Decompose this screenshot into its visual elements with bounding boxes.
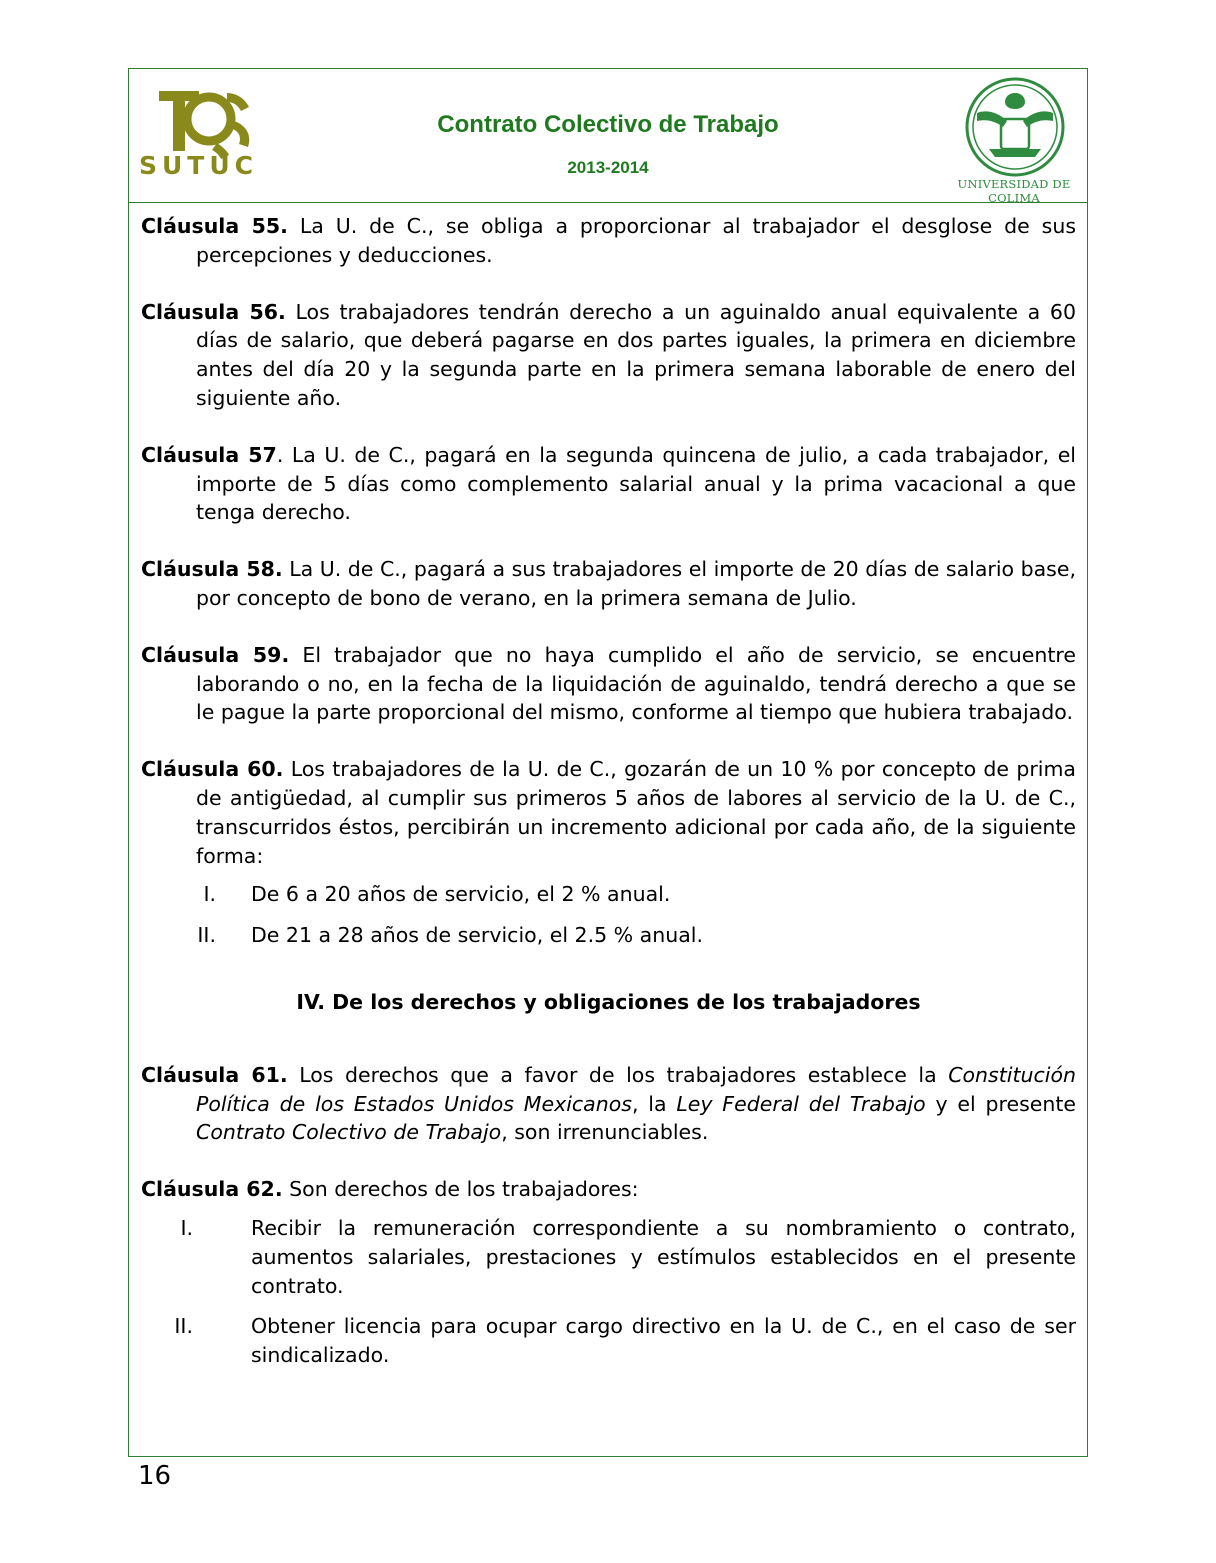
document-subtitle: 2013-2014 <box>567 158 649 177</box>
list-item-number: II. <box>197 923 216 948</box>
clause-text: La U. de C., pagará a sus trabajadores el importe de 20 días de salario base, por concepto de bono de verano, en la primera semana de Julio. <box>196 557 1076 610</box>
clause-62 <box>141 1175 1076 1204</box>
clause-text: Los trabajadores tendrán derecho a un aguinaldo anual equivalente a 60 días de salario, que deberá pagarse en dos partes iguales, la primera en diciembre antes del día 20 y la segunda parte en la primera semana laborable de enero del siguiente año. <box>196 299 1076 410</box>
clause-label: Cláusula 60. <box>141 757 284 782</box>
list-item <box>141 1214 1076 1300</box>
list-item-number: II. <box>174 1314 193 1339</box>
document-title: Contrato Colectivo de Trabajo <box>437 111 779 138</box>
clause-italic-text: Constitución Política de los Estados Unidos Mexicanos <box>196 1062 1076 1116</box>
clause-59 <box>141 641 1076 727</box>
university-seal-text: UNIVERSIDAD DE COLIMA <box>957 177 1071 205</box>
clause-italic-text: Ley Federal del Trabajo <box>676 1091 926 1116</box>
clause-55 <box>141 212 1076 270</box>
document-body <box>141 212 1076 1382</box>
section-heading: IV. De los derechos y obligaciones de los trabajadores <box>296 989 921 1014</box>
clause-text: La U. de C., se obliga a proporcionar al trabajador el desglose de sus percepciones y deducciones. <box>196 214 1077 267</box>
clause-label: Cláusula 55. <box>141 214 288 238</box>
list-item-text: De 21 a 28 años de servicio, el 2.5 % anual. <box>251 923 703 948</box>
list-item <box>141 880 1076 909</box>
list-item-text: De 6 a 20 años de servicio, el 2 % anual. <box>251 882 671 907</box>
clause-italic-text: Contrato Colectivo de Trabajo <box>196 1120 502 1145</box>
list-item-text: Recibir la remuneración correspondiente a su nombramiento o contrato, aumentos salariales, prestaciones y estímulos establecidos en el presente contrato. <box>251 1215 1076 1298</box>
clause-60-list <box>141 880 1076 950</box>
list-item-number: I. <box>180 1215 193 1240</box>
clause-text: Los derechos que a favor de los trabajadores establece la <box>299 1062 949 1087</box>
page-number: 16 <box>138 1461 172 1491</box>
clause-label: Cláusula 61. <box>141 1062 288 1087</box>
list-item <box>141 921 1076 950</box>
clause-62-list <box>141 1214 1076 1370</box>
sutuc-logo-text: SUTUC <box>139 151 259 180</box>
clause-text: El trabajador que no haya cumplido el año de servicio, se encuentre laborando o no, en la fecha de la liquidación de aguinaldo, tendrá derecho a que se le pague la parte proporcional del mismo, conforme al tiempo que hubiera trabajado. <box>196 642 1076 725</box>
clause-text: y el presente <box>925 1091 1077 1116</box>
clause-text: Son derechos de los trabajadores: <box>289 1177 639 1202</box>
list-item-text: Obtener licencia para ocupar cargo directivo en la U. de C., en el caso de ser sindicalizado. <box>251 1314 1076 1368</box>
clause-text: , son irrenunciables. <box>501 1120 709 1145</box>
clause-61 <box>141 1061 1076 1147</box>
clause-text: . La U. de C., pagará en la segunda quincena de julio, a cada trabajador, el importe de 5 días como complemento salarial anual y la prima vacacional a que tenga derecho. <box>196 442 1076 525</box>
clause-label: Cláusula 56. <box>141 299 286 324</box>
list-item-number: I. <box>203 882 216 907</box>
clause-60 <box>141 755 1076 870</box>
clause-58 <box>141 555 1076 613</box>
clause-text: , la <box>631 1091 677 1116</box>
clause-label: Cláusula 59. <box>141 642 290 667</box>
list-item <box>141 1312 1076 1370</box>
clause-57 <box>141 441 1076 527</box>
clause-label: Cláusula 57 <box>141 442 277 467</box>
clause-label: Cláusula 58. <box>141 557 283 582</box>
clause-56 <box>141 298 1076 413</box>
page-frame <box>128 68 1088 1457</box>
clause-text: Los trabajadores de la U. de C., gozarán de un 10 % por concepto de prima de antigüedad, al cumplir sus primeros 5 años de labores al servicio de la U. de C., transcurridos éstos, percibirán un incremento adicional por cada año, de la siguiente forma: <box>196 757 1076 868</box>
page-header <box>129 69 1087 203</box>
clause-label: Cláusula 62. <box>141 1177 283 1202</box>
